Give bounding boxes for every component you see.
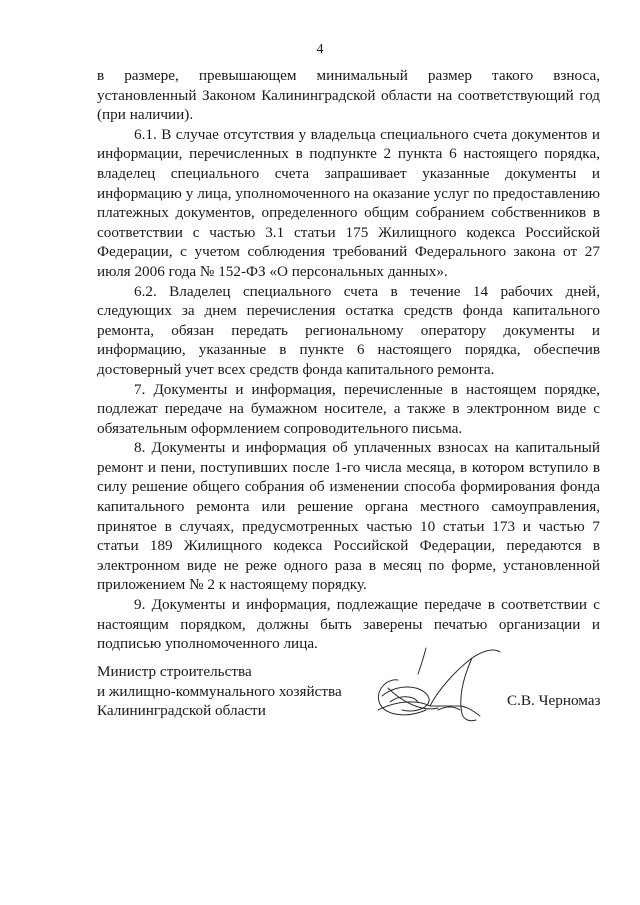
paragraph-8: 8. Документы и информация об уплаченных взносах на капитальный ремонт и пени, поступивших после 1-го числа месяца, в котором вступило в силу решение общего собрания об изменении способа формирования фонда капитального ремонта или решение органа местного самоуправления, принятое в случаях, предусмотренных частью 10 статьи 173 и частью 7 статьи 189 Жилищного кодекса Российской Федерации, передаются в электронном виде не реже одного раза в месяц по форме, установленной приложением № 2 к настоящему порядку. — [97, 439, 600, 594]
handwritten-signature — [368, 640, 518, 740]
paragraph-9: 9. Документы и информация, подлежащие передаче в соответствии с настоящим порядком, должны быть заверены печатью организации и подписью уполномоченного лица. — [97, 596, 600, 653]
paragraph-7: 7. Документы и информация, перечисленные в настоящем порядке, подлежат передаче на бумажном носителе, а также в электронном виде с обязательным оформлением сопроводительного письма. — [97, 380, 600, 437]
page-number: 4 — [316, 42, 324, 57]
signer-name: С.В. Черномаз — [507, 692, 601, 709]
paragraph-6-2: 6.2. Владелец специального счета в течение 14 рабочих дней, следующих за днем перечисления остатка средств фонда капитального ремонта, обязан передать региональному оператору документы и информацию, указанные в пункте 6 настоящего порядка, обеспечив достоверный учет всех средств фонда капитального ремонта. — [97, 282, 600, 378]
signer-title-line: Министр строительства — [97, 663, 252, 680]
signature-block — [97, 662, 617, 722]
signer-title-line: и жилищно-коммунального хозяйства — [97, 682, 342, 700]
paragraph-6-1: 6.1. В случае отсутствия у владельца специального счета документов и информации, перечисленных в подпункте 2 пункта 6 настоящего порядка, владелец специального счета запрашивает указанные документы и информацию у лица, уполномоченного на оказание услуг по предоставлению платежных документов, определенного общим собранием собственников в соответствии с частью 3.1 статьи 175 Жилищного кодекса Российской Федерации, с учетом соблюдения требований Федерального закона от 27 июля 2006 года № 152-ФЗ «О персональных данных». — [97, 125, 600, 280]
signer-title-line: Калининградской области — [97, 702, 266, 720]
signer-title — [97, 662, 342, 721]
document-body — [97, 66, 600, 654]
paragraph-continuation: в размере, превышающем минимальный размер такого взноса, установленный Законом Калининградской области на соответствующий год (при наличии). — [97, 67, 600, 124]
